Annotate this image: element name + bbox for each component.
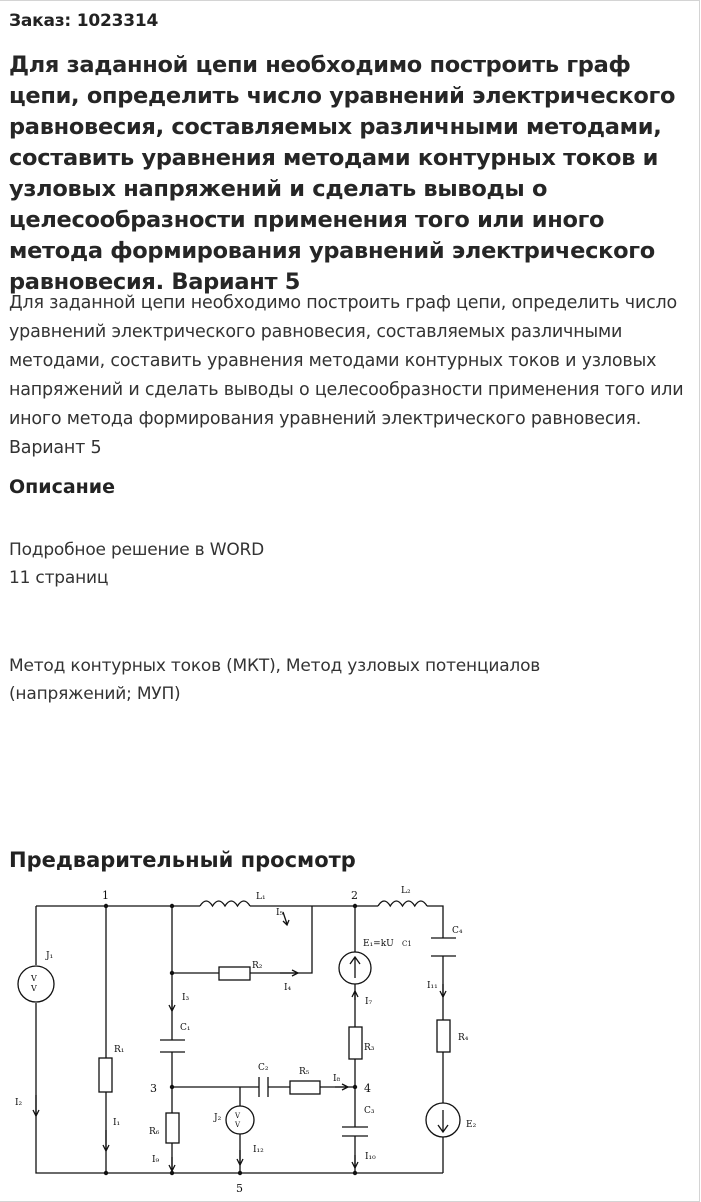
resistor-r3 — [349, 1027, 362, 1059]
j1-symbol-b: V — [31, 984, 37, 993]
order-number: Заказ: 1023314 — [9, 11, 159, 31]
e2-arrow — [438, 1110, 448, 1132]
resistor-r1 — [99, 1058, 112, 1092]
description-heading: Описание — [9, 476, 116, 498]
arrow-i11 — [440, 984, 446, 997]
j1-symbol: V — [31, 974, 37, 983]
capacitor-c4 — [431, 938, 456, 956]
label-r3: R₃ — [364, 1043, 375, 1053]
label-j1: J₁ — [46, 951, 54, 961]
arrow-i12 — [237, 1150, 243, 1165]
node-dot-1 — [104, 904, 108, 908]
node-label-2: 2 — [351, 889, 358, 902]
j2-symbol: V — [235, 1112, 241, 1120]
label-r6: R₆ — [149, 1127, 160, 1137]
arrow-i7 — [352, 991, 358, 1000]
label-c3: C₃ — [364, 1106, 375, 1116]
label-i11: I₁₁ — [427, 981, 438, 991]
label-c2: C₂ — [258, 1063, 269, 1073]
label-i12: I₁₂ — [253, 1145, 264, 1155]
inductor-l2 — [378, 901, 427, 906]
label-i4: I₄ — [284, 983, 292, 993]
node-dot-top-c1 — [170, 904, 174, 908]
node-dot-5c — [353, 1171, 357, 1175]
node-label-4: 4 — [364, 1082, 371, 1095]
arrow-i3 — [169, 1000, 175, 1011]
description-pages: 11 страниц — [9, 568, 109, 588]
capacitor-c1 — [160, 1040, 185, 1052]
resistor-r4 — [437, 1020, 450, 1052]
resistor-r6 — [166, 1113, 179, 1143]
arrow-i1 — [103, 1130, 109, 1151]
arrow-i4 — [280, 970, 298, 976]
label-i7: I₇ — [365, 997, 373, 1007]
wire-top — [250, 906, 443, 1173]
capacitor-c3 — [342, 1127, 368, 1136]
capacitor-c2 — [259, 1077, 268, 1097]
node-label-5: 5 — [236, 1182, 243, 1195]
label-j2: J₂ — [214, 1113, 222, 1123]
node-dot-r2 — [170, 971, 174, 975]
label-i1: I₁ — [113, 1118, 121, 1128]
node-label-3: 3 — [150, 1082, 157, 1095]
arrow-i8 — [335, 1084, 348, 1090]
arrow-i9 — [169, 1157, 175, 1171]
label-i9: I₉ — [152, 1155, 160, 1165]
e1-arrow — [350, 957, 360, 978]
node-dot-4 — [353, 1085, 357, 1089]
preview-heading: Предварительный просмотр — [9, 848, 356, 872]
label-c1: C₁ — [180, 1023, 191, 1033]
node-label-1: 1 — [102, 889, 109, 902]
label-e1-sub: C1 — [402, 940, 412, 948]
j2-symbol-b: V — [235, 1121, 241, 1129]
label-e1: E₁=kU — [363, 939, 394, 949]
node-dot-5b — [170, 1171, 174, 1175]
task-text: Для заданной цепи необходимо построить граф цепи, определить число уравнений электрического равновесия, составляемых различными методами, составить уравнения методами контурных токов и узловых напряжений и сделать выводы о целесообразности применения того или иного метода формирования уравнений электрического равновесия. Вариант 5 — [9, 293, 684, 458]
arrow-i2 — [33, 1095, 39, 1116]
node-dot-5a — [104, 1171, 108, 1175]
resistor-r5 — [290, 1081, 320, 1094]
resistor-r2 — [219, 967, 250, 980]
current-source-j2 — [226, 1106, 254, 1134]
label-i10: I₁₀ — [365, 1152, 376, 1162]
node-dot-3 — [170, 1085, 174, 1089]
inductor-l1 — [200, 901, 250, 906]
arrow-i10 — [352, 1155, 358, 1168]
label-l2: L₂ — [401, 886, 411, 896]
description-format: Подробное решение в WORD — [9, 540, 264, 560]
node-dot-2 — [353, 904, 357, 908]
label-r1: R₁ — [114, 1045, 125, 1055]
label-r4: R₄ — [458, 1033, 469, 1043]
page-title: Для заданной цепи необходимо построить граф цепи, определить число уравнений электрического равновесия, составляемых различными методами, составить уравнения методами контурных токов и узловых напряжений и сделать выводы о целесообразности применения того или иного метода формирования уравнений электрического равновесия. Вариант 5 — [9, 52, 676, 295]
label-r2: R₂ — [252, 961, 263, 971]
label-l1: L₁ — [256, 892, 266, 902]
arrow-i5 — [283, 912, 289, 925]
wire-r2-branch — [172, 906, 312, 973]
label-i2: I₂ — [15, 1098, 23, 1108]
label-c4: C₄ — [452, 926, 463, 936]
description-methods: Метод контурных токов (МКТ), Метод узловых потенциалов (напряжений; МУП) — [9, 656, 541, 704]
label-i3: I₃ — [182, 993, 190, 1003]
label-i8: I₈ — [333, 1074, 341, 1084]
circuit-diagram — [0, 880, 520, 1202]
node-dot-5 — [238, 1171, 242, 1175]
label-i5: I₅ — [276, 908, 284, 918]
label-e2: E₂ — [466, 1120, 477, 1130]
label-r5: R₅ — [299, 1067, 310, 1077]
